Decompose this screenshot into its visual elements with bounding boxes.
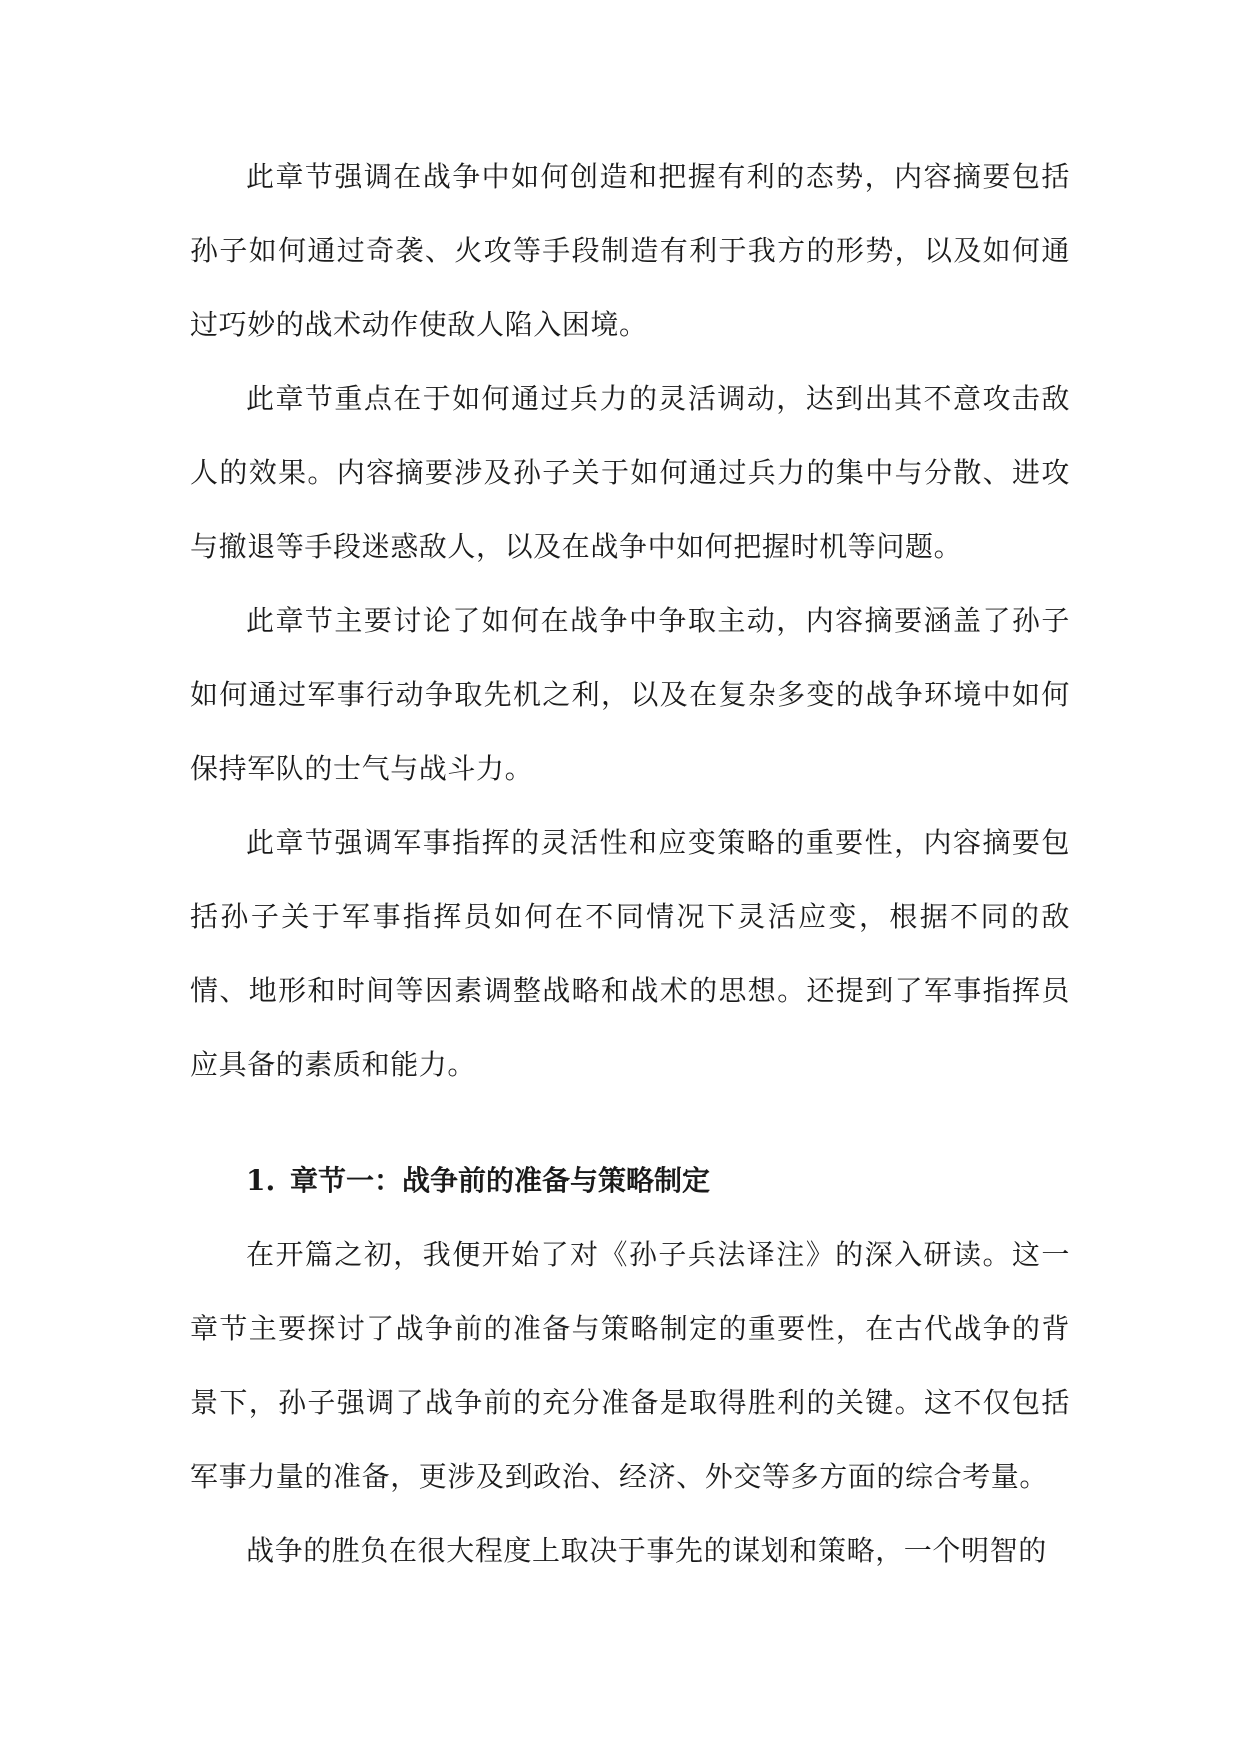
paragraph-initiative: 此章节主要讨论了如何在战争中争取主动，内容摘要涵盖了孙子如何通过军事行动争取先机之利，以及在复杂多变的战争环境中如何保持军队的士气与战斗力。 bbox=[190, 604, 1070, 785]
paragraph-command-flexibility: 此章节强调军事指挥的灵活性和应变策略的重要性，内容摘要包括孙子关于军事指挥员如何在不同情况下灵活应变，根据不同的敌情、地形和时间等因素调整战略和战术的思想。还提到了军事指挥员应具备的素质和能力。 bbox=[190, 826, 1070, 1081]
document-body bbox=[190, 140, 1070, 1588]
section-number: 1. bbox=[246, 1164, 276, 1197]
paragraph-strategy-outcome: 战争的胜负在很大程度上取决于事先的谋划和策略，一个明智的 bbox=[246, 1534, 1047, 1567]
paragraph-reading-intro: 在开篇之初，我便开始了对《孙子兵法译注》的深入研读。这一章节主要探讨了战争前的准备与策略制定的重要性，在古代战争的背景下，孙子强调了战争前的充分准备是取得胜利的关键。这不仅包括军事力量的准备，更涉及到政治、经济、外交等多方面的综合考量。 bbox=[190, 1238, 1070, 1493]
section-title: 章节一：战争前的准备与策略制定 bbox=[290, 1164, 711, 1197]
paragraph-troop-deployment: 此章节重点在于如何通过兵力的灵活调动，达到出其不意攻击敌人的效果。内容摘要涉及孙子关于如何通过兵力的集中与分散、进攻与撤退等手段迷惑敌人，以及在战争中如何把握时机等问题。 bbox=[190, 382, 1070, 563]
paragraph-situation: 此章节强调在战争中如何创造和把握有利的态势，内容摘要包括孙子如何通过奇袭、火攻等手段制造有利于我方的形势，以及如何通过巧妙的战术动作使敌人陷入困境。 bbox=[190, 160, 1070, 341]
section-heading bbox=[190, 1144, 1070, 1218]
